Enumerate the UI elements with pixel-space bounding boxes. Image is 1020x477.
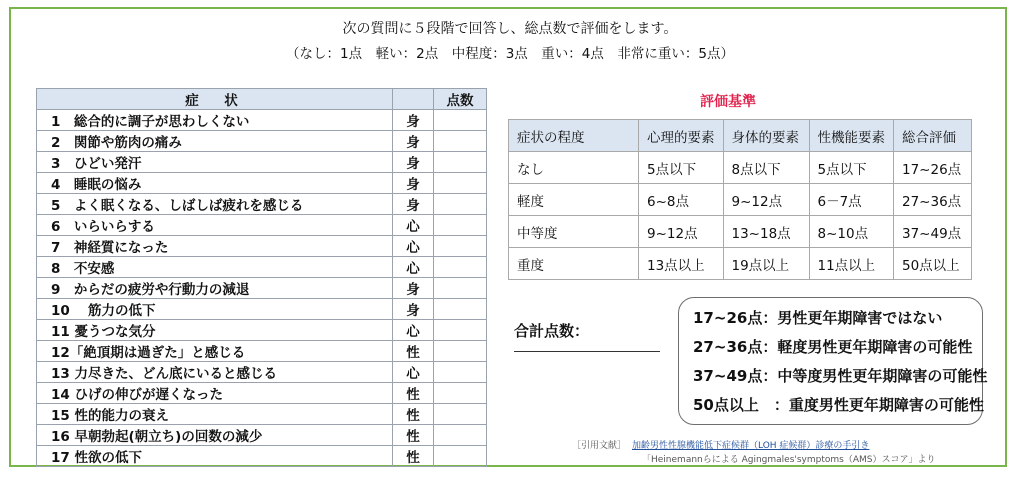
symptoms-table — [36, 88, 487, 467]
criteria-cell: 重度 — [509, 248, 639, 280]
symptom-item: 14 ひげの伸びが遅くなった — [37, 383, 393, 404]
criteria-cell: 19点以上 — [723, 248, 809, 280]
score-cell[interactable] — [434, 152, 487, 173]
score-cell[interactable] — [434, 110, 487, 131]
symptom-row — [37, 404, 487, 425]
score-cell[interactable] — [434, 383, 487, 404]
criteria-header-row — [509, 120, 972, 152]
total-score-line — [514, 351, 660, 352]
symptom-row — [37, 131, 487, 152]
symptom-row — [37, 278, 487, 299]
criteria-cell: 50点以上 — [894, 248, 972, 280]
symptom-item: 16 早朝勃起(朝立ち)の回数の減少 — [37, 425, 393, 446]
criteria-header-cell: 心理的要素 — [639, 120, 724, 152]
symptoms-header-row — [37, 89, 487, 110]
symptom-category: 身 — [393, 131, 434, 152]
criteria-cell: 13点以上 — [639, 248, 724, 280]
symptom-category: 心 — [393, 236, 434, 257]
symptom-item: 13 力尽きた、どん底にいると感じる — [37, 362, 393, 383]
symptom-row — [37, 173, 487, 194]
score-cell[interactable] — [434, 257, 487, 278]
score-cell[interactable] — [434, 215, 487, 236]
criteria-cell: 13~18点 — [723, 216, 809, 248]
symptom-category: 身 — [393, 299, 434, 320]
criteria-cell: 8点以下 — [723, 152, 809, 184]
symptom-item: 6 いらいらする — [37, 215, 393, 236]
score-column-header: 点数 — [434, 89, 487, 110]
score-cell[interactable] — [434, 299, 487, 320]
intro-line-2: （なし：1点 軽い：2点 中程度：3点 重い：4点 非常に重い：5点） — [286, 46, 734, 62]
symptom-row — [37, 194, 487, 215]
symptom-category: 性 — [393, 425, 434, 446]
citation-label: ［引用文献］ — [572, 441, 627, 451]
criteria-cell: 6－7点 — [809, 184, 894, 216]
symptom-item: 3 ひどい発汗 — [37, 152, 393, 173]
citation — [572, 438, 869, 451]
symptom-row — [37, 236, 487, 257]
symptom-item: 10 筋力の低下 — [37, 299, 393, 320]
symptom-item: 17 性欲の低下 — [37, 446, 393, 467]
symptom-category: 性 — [393, 341, 434, 362]
symptom-item: 9 からだの疲労や行動力の減退 — [37, 278, 393, 299]
criteria-row — [509, 152, 972, 184]
symptom-item: 15 性的能力の衰え — [37, 404, 393, 425]
criteria-header-cell: 身体的要素 — [723, 120, 809, 152]
criteria-row — [509, 216, 972, 248]
symptom-category: 心 — [393, 257, 434, 278]
symptom-row — [37, 341, 487, 362]
symptom-category: 身 — [393, 194, 434, 215]
criteria-table — [508, 119, 972, 280]
criteria-cell: 5点以下 — [639, 152, 724, 184]
symptom-row — [37, 425, 487, 446]
criteria-row — [509, 184, 972, 216]
symptom-item: 7 神経質になった — [37, 236, 393, 257]
criteria-header-cell: 総合評価 — [894, 120, 972, 152]
criteria-cell: 9~12点 — [723, 184, 809, 216]
score-cell[interactable] — [434, 131, 487, 152]
symptom-category: 性 — [393, 383, 434, 404]
criteria-row — [509, 248, 972, 280]
result-line: 37~49点：中等度男性更年期障害の可能性 — [693, 367, 988, 385]
criteria-cell: 9~12点 — [639, 216, 724, 248]
criteria-cell: 中等度 — [509, 216, 639, 248]
score-cell[interactable] — [434, 425, 487, 446]
criteria-header-cell: 性機能要素 — [809, 120, 894, 152]
symptom-item: 5 よく眠くなる、しばしば疲れを感じる — [37, 194, 393, 215]
criteria-cell: 27~36点 — [894, 184, 972, 216]
total-score-label: 合計点数： — [514, 322, 590, 340]
result-line: 27~36点：軽度男性更年期障害の可能性 — [693, 338, 973, 356]
symptom-row — [37, 446, 487, 467]
symptom-row — [37, 152, 487, 173]
score-cell[interactable] — [434, 341, 487, 362]
symptom-row — [37, 215, 487, 236]
symptom-column-header: 症 状 — [37, 89, 393, 110]
criteria-cell: 軽度 — [509, 184, 639, 216]
criteria-cell: 37~49点 — [894, 216, 972, 248]
score-cell[interactable] — [434, 173, 487, 194]
symptom-category: 身 — [393, 173, 434, 194]
symptom-item: 12「絶頂期は過ぎた」と感じる — [37, 341, 393, 362]
symptom-category: 身 — [393, 110, 434, 131]
symptom-row — [37, 383, 487, 404]
symptom-item: 1 総合的に調子が思わしくない — [37, 110, 393, 131]
citation-link[interactable]: 加齢男性性腺機能低下症候群（LOH 症候群）診療の手引き — [632, 441, 870, 451]
symptom-row — [37, 362, 487, 383]
symptom-category: 性 — [393, 446, 434, 467]
symptom-category: 心 — [393, 215, 434, 236]
criteria-cell: 11点以上 — [809, 248, 894, 280]
symptom-item: 4 睡眠の悩み — [37, 173, 393, 194]
score-cell[interactable] — [434, 194, 487, 215]
score-cell[interactable] — [434, 446, 487, 467]
score-cell[interactable] — [434, 236, 487, 257]
symptom-item: 11 憂うつな気分 — [37, 320, 393, 341]
intro-line-1: 次の質問に５段階で回答し、総点数で評価をします。 — [342, 21, 678, 37]
score-cell[interactable] — [434, 404, 487, 425]
score-cell[interactable] — [434, 278, 487, 299]
result-box — [678, 297, 988, 425]
symptom-category: 身 — [393, 152, 434, 173]
criteria-cell: 8~10点 — [809, 216, 894, 248]
symptom-category: 身 — [393, 278, 434, 299]
category-column-header — [393, 89, 434, 110]
result-line: 50点以上 ：重度男性更年期障害の可能性 — [693, 396, 984, 414]
criteria-cell: 17~26点 — [894, 152, 972, 184]
symptom-item: 8 不安感 — [37, 257, 393, 278]
symptom-row — [37, 110, 487, 131]
score-cell[interactable] — [434, 320, 487, 341]
criteria-cell: なし — [509, 152, 639, 184]
symptom-row — [37, 299, 487, 320]
criteria-cell: 6~8点 — [639, 184, 724, 216]
symptom-category: 心 — [393, 362, 434, 383]
citation-source: 「Heinemannらによる Agingmales'symptoms（AMS）スコア」より — [642, 455, 936, 465]
symptom-category: 性 — [393, 404, 434, 425]
symptom-category: 心 — [393, 320, 434, 341]
result-line: 17~26点：男性更年期障害ではない — [693, 309, 943, 327]
criteria-header-cell: 症状の程度 — [509, 120, 639, 152]
criteria-title: 評価基準 — [700, 94, 756, 110]
score-cell[interactable] — [434, 362, 487, 383]
criteria-cell: 5点以下 — [809, 152, 894, 184]
symptom-row — [37, 257, 487, 278]
symptom-item: 2 関節や筋肉の痛み — [37, 131, 393, 152]
symptom-row — [37, 320, 487, 341]
